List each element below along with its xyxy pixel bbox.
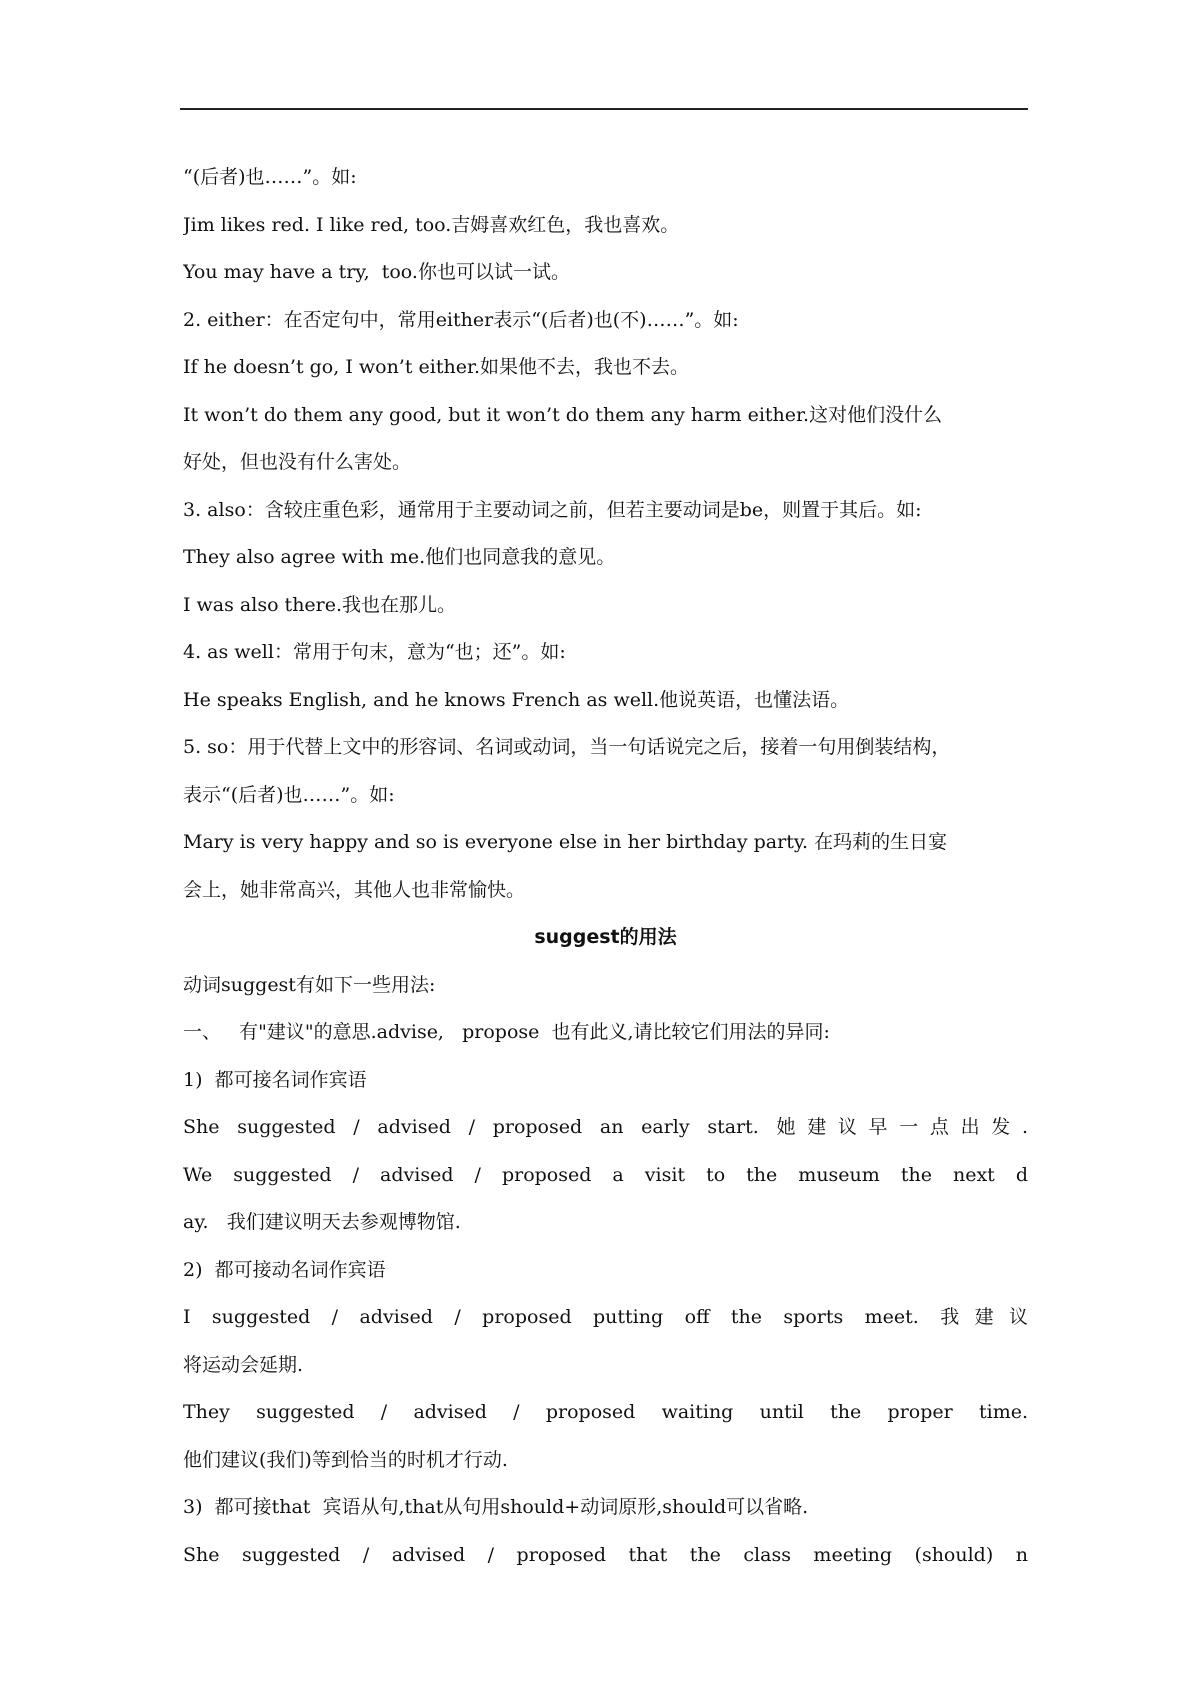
text-line: They also agree with me.他们也同意我的意见。 [183, 546, 616, 568]
text-line: Jim likes red. I like red, too.吉姆喜欢红色，我也喜欢。 [183, 213, 680, 236]
text-line: 将运动会延期. [183, 1353, 304, 1376]
header-rule [180, 108, 1028, 110]
text-line: You may have a try, too.你也可以试一试。 [183, 261, 570, 283]
text-line: Mary is very happy and so is everyone else in her birthday party. 在玛莉的生日宴 [183, 831, 948, 853]
text-line: 3) 都可接that 宾语从句,that从句用should+动词原形,should可以省略. [183, 1496, 809, 1518]
text-line: If he doesn’t go, I won’t either.如果他不去，我也不去。 [183, 356, 689, 378]
text-line: 一、 有"建议"的意思.advise, propose 也有此义,请比较它们用法的异同: [183, 1021, 830, 1043]
text-line: 动词suggest有如下一些用法: [183, 973, 436, 996]
text-line: It won’t do them any good, but it won’t do them any harm either.这对他们没什么 [183, 403, 943, 426]
text-line: 1) 都可接名词作宾语 [183, 1068, 367, 1091]
text-line: I was also there.我也在那儿。 [183, 593, 457, 616]
text-line: He speaks English, and he knows French as well.他说英语，也懂法语。 [183, 688, 850, 711]
example-line: We suggested / advised / proposed a visit to the museum the next d [183, 1163, 1028, 1186]
example-line: She suggested / advised / proposed an early start. 她建议早一点出发. [183, 1116, 1028, 1138]
example-line: They suggested / advised / proposed waiting until the proper time. [183, 1401, 1028, 1423]
text-line: 好处，但也没有什么害处。 [183, 451, 412, 473]
section-title: suggest的用法 [534, 926, 677, 948]
text-line: 2) 都可接动名词作宾语 [183, 1258, 386, 1281]
text-line: 他们建议(我们)等到恰当的时机才行动. [183, 1448, 508, 1471]
text-line: “(后者)也……”。如: [183, 166, 357, 188]
document-body [183, 154, 1028, 1579]
example-line: I suggested / advised / proposed putting off the sports meet. 我建议 [183, 1306, 1028, 1328]
text-line: 4. as well：常用于句末，意为“也；还”。如: [183, 641, 566, 663]
example-line: She suggested / advised / proposed that the class meeting (should) n [183, 1543, 1028, 1566]
text-line: ay. 我们建议明天去参观博物馆. [183, 1211, 461, 1233]
text-line: 3. also：含较庄重色彩，通常用于主要动词之前，但若主要动词是be，则置于其后。如: [183, 498, 922, 521]
text-line: 5. so：用于代替上文中的形容词、名词或动词，当一句话说完之后，接着一句用倒装结构， [183, 736, 951, 758]
text-line: 表示“(后者)也……”。如: [183, 783, 395, 806]
text-line: 会上，她非常高兴，其他人也非常愉快。 [183, 878, 526, 901]
text-line: 2. either：在否定句中，常用either表示“(后者)也(不)……”。如: [183, 308, 739, 331]
